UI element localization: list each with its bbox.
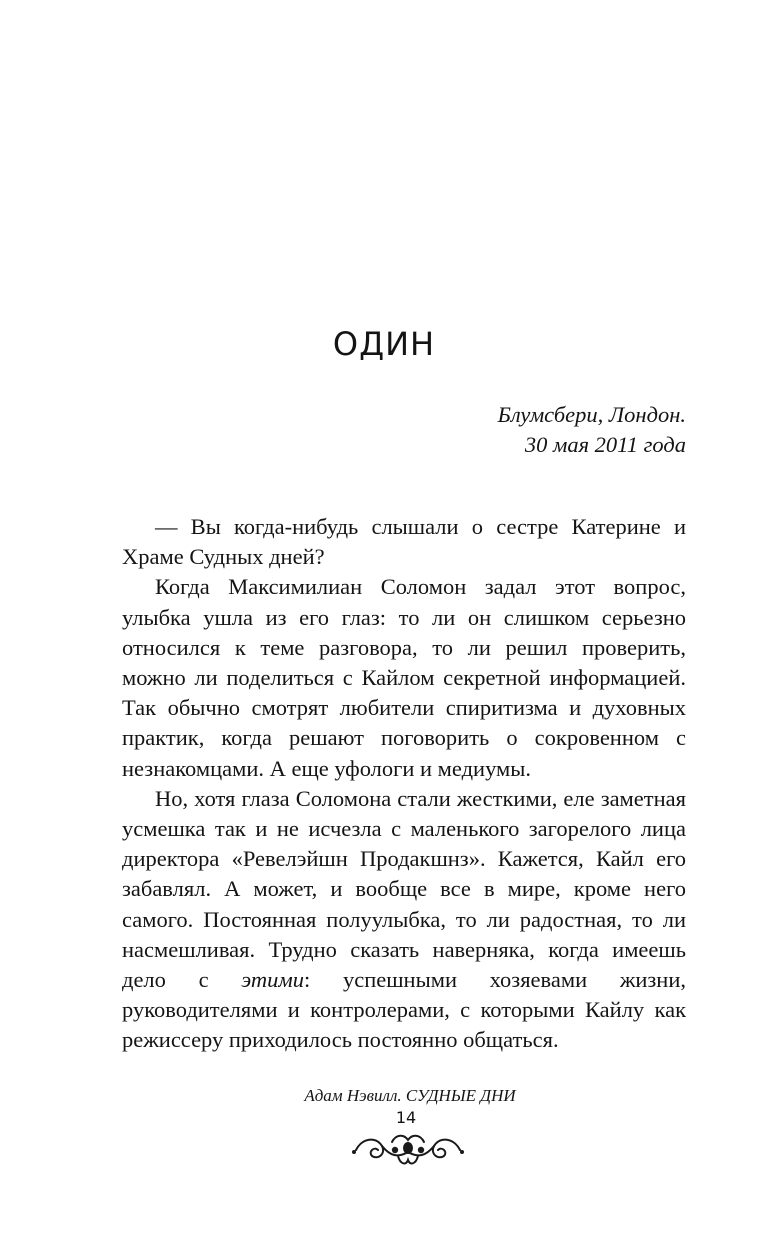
paragraph-3-start: Но, хотя глаза Соломона стали жесткими, еле заметная усмешка так и не исчезла с маленького загорелого лица директора «Ревелэйшн Продакшнз». Кажется, Кайл его забавлял. А может, и вообще все в мире, кроме него самого. Постоянная полуулыбка, то ли радостная, то ли насмешливая. Трудно сказать наверняка, когда имеешь дело с [122,785,686,993]
paragraph-3 [122,784,686,1056]
epigraph-date: 30 мая 2011 года [524,432,686,457]
chapter-title: ОДИН [332,325,436,364]
paragraph-1: — Вы когда-нибудь слышали о сестре Катерине и Храме Судных дней? [122,514,686,570]
paragraph-3-end: : успешными хозяевами жизни, руководителями и контролерами, с которыми Кайлу как режиссеру приходилось постоянно общаться. [122,967,686,1053]
running-footer: Адам Нэвилл. СУДНЫЕ ДНИ [304,1086,516,1105]
body-text [122,512,686,1056]
epigraph [498,400,686,460]
paragraph-3-emphasis: этими [241,967,305,993]
decorative-flourish-icon [348,1126,468,1170]
paragraph-2: Когда Максимилиан Соломон задал этот вопрос, улыбка ушла из его глаз: то ли он слишком серьезно относился к теме разговора, то ли решил проверить, можно ли поделиться с Кайлом секретной информацией. Так обычно смотрят любители спиритизма и духовных практик, когда решают поговорить о сокровенном с незнакомцами. А еще уфологи и медиумы. [122,574,686,781]
epigraph-place: Блумсбери, Лондон. [497,402,686,427]
page-number: 14 [395,1108,417,1127]
